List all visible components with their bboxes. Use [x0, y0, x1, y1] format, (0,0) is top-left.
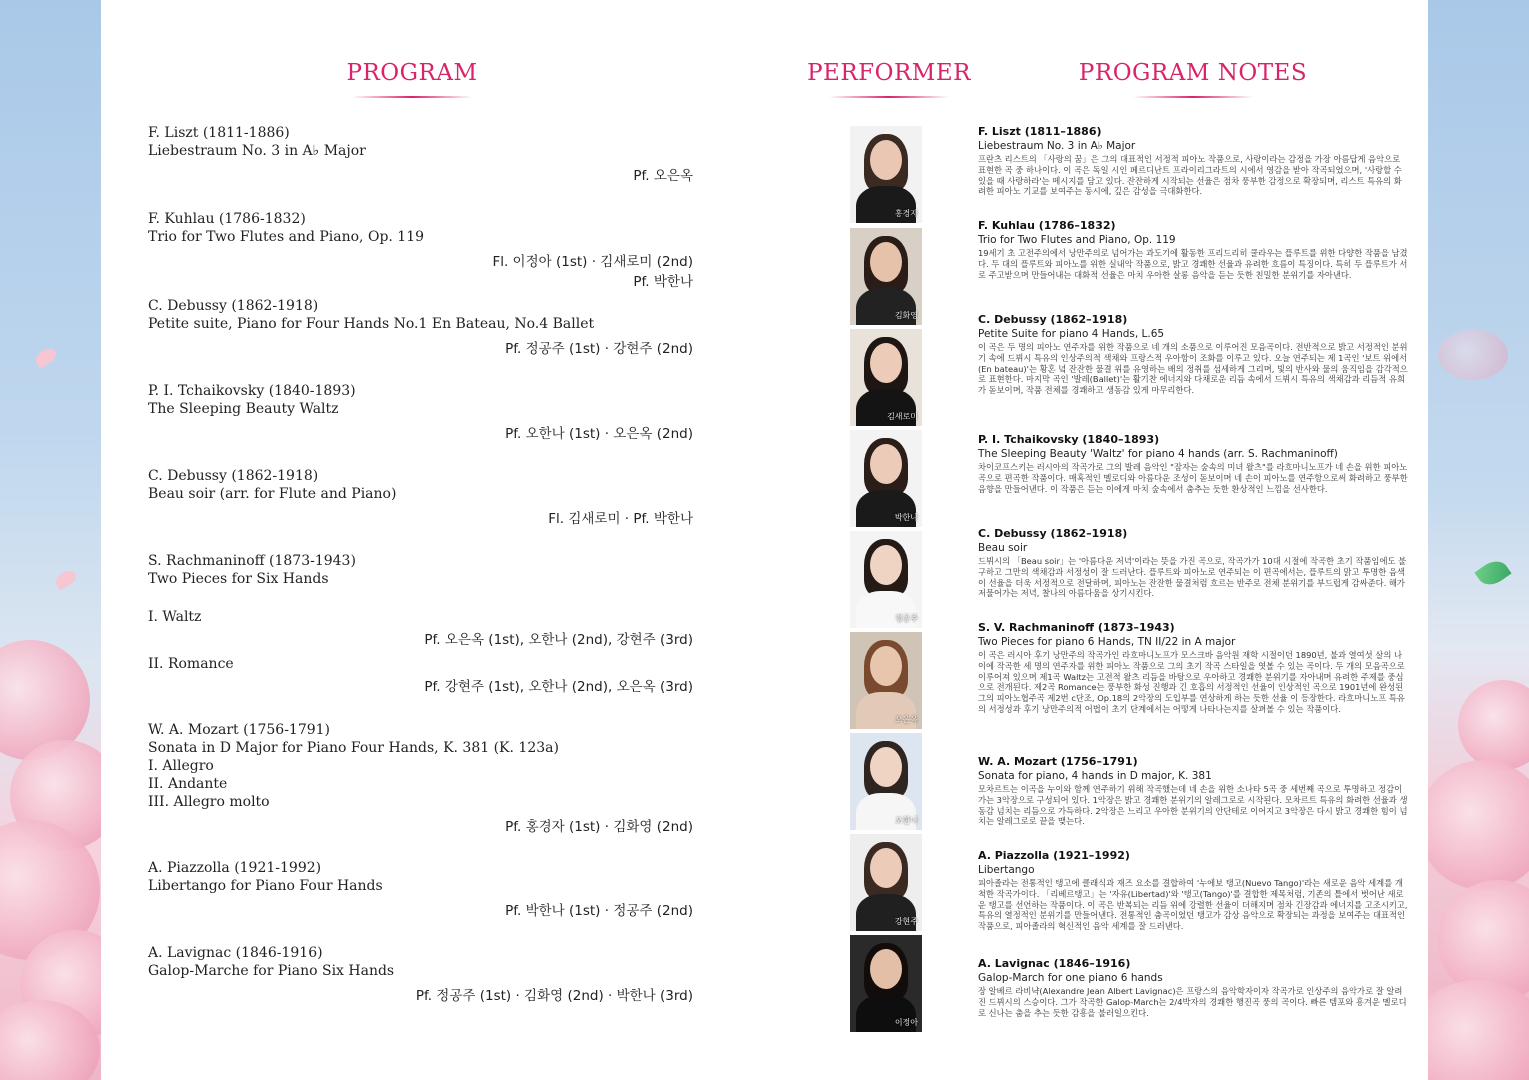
program-composer: A. Lavignac (1846-1916)	[148, 945, 323, 961]
heading-underline	[829, 96, 949, 98]
program-note	[978, 621, 1408, 715]
program-note	[978, 527, 1408, 599]
performer-photo	[850, 632, 922, 729]
note-body: 19세기 초 고전주의에서 낭만주의로 넘어가는 과도기에 활동한 프리드리히 쿨라우는 플루트를 위한 다양한 작품을 남겼다. 두 대의 플루트와 피아노를 위한 실내악 작품으로, 밝고 경쾌한 선율과 유려한 흐름이 특징이다. 특히 두 플루트가 서로 주고받으며 만들어내는 대화적 선율은 마치 우아한 살롱 음악을 듣는 듯한 친밀한 분위기를 자아낸다.	[978, 248, 1408, 280]
program-composer: A. Piazzolla (1921-1992)	[148, 860, 322, 876]
program-item	[148, 210, 693, 292]
note-body: 모차르트는 이곡을 누이와 함께 연주하기 위해 작곡했는데 네 손을 위한 소나타 5곡 중 세번째 곡으로 투명하고 정감이 가는 3악장으로 구성되어 있다. 1악장은 밝고 경쾌한 분위기의 알레그로로 시작된다. 모차르트 특유의 화려한 선율과 생동감 넘치는 리듬으로 가득하다. 2악장은 느리고 우아한 분위기의 안단테로 이어지고 3악장은 다시 밝고 경쾌한 힘이 넘치는 알레그로로 끝을 맺는다.	[978, 784, 1408, 827]
program-performers: Pf. 오한나 (1st) · 오은옥 (2nd)	[505, 426, 693, 442]
program-movement: I. Allegro	[148, 758, 214, 774]
performer-photo	[850, 430, 922, 527]
note-composer: A. Lavignac (1846–1916)	[978, 957, 1131, 970]
petal-decoration	[53, 567, 79, 590]
note-title: Liebestraum No. 3 in A♭ Major	[978, 140, 1136, 152]
program-movement: III. Allegro molto	[148, 794, 270, 810]
performer-photo	[850, 531, 922, 628]
left-decorative-panel	[0, 0, 101, 1080]
program-composer: F. Kuhlau (1786-1832)	[148, 211, 306, 227]
performer-name: 강현주	[894, 917, 918, 926]
performer-name: 정공주	[894, 614, 918, 623]
performer-photo	[850, 733, 922, 830]
program-performers: Pf. 정공주 (1st) · 강현주 (2nd)	[505, 341, 693, 357]
note-composer: S. V. Rachmaninoff (1873–1943)	[978, 621, 1175, 634]
note-composer: A. Piazzolla (1921–1992)	[978, 849, 1130, 862]
note-title: Petite Suite for piano 4 Hands, L.65	[978, 328, 1165, 340]
note-title: Galop-March for one piano 6 hands	[978, 972, 1163, 984]
note-composer: C. Debussy (1862–1918)	[978, 313, 1128, 326]
program-title: Sonata in D Major for Piano Four Hands, K. 381 (K. 123a)	[148, 740, 559, 756]
program-notes-heading: PROGRAM NOTES	[1073, 60, 1313, 98]
program-title: Libertango for Piano Four Hands	[148, 878, 383, 894]
heading-underline	[352, 96, 472, 98]
performer-name: 오은옥	[894, 715, 918, 724]
performer-name: 박한나	[894, 513, 918, 522]
heading-underline	[1133, 96, 1253, 98]
program-composer: F. Liszt (1811-1886)	[148, 125, 290, 141]
program-performers: Pf. 박한나 (1st) · 정공주 (2nd)	[505, 903, 693, 919]
note-body: 피아졸라는 전통적인 탱고에 클래식과 재즈 요소를 결합하여 '누에보 탱고(Nuevo Tango)'라는 새로운 음악 세계를 개척한 작곡가이다. 「리베르탱고」는 '자유(Libertad)'와 '탱고(Tango)'를 결합한 제목처럼, 기존의 틀에서 벗어난 새로운 탱고를 선언하는 작품이다. 이 곡은 반복되는 리듬 위에 강렬한 선율이 더해지며 점차 긴장감과 에너지를 고조시키고, 특유의 열정적인 분위기를 만들어낸다. 전통적인 춤곡이었던 탱고가 감상 음악으로 확장되는 과정을 보여주는 대표적인 작품으로, 피아졸라의 혁신적인 음악 세계를 잘 드러낸다.	[978, 878, 1408, 932]
note-title: The Sleeping Beauty 'Waltz' for piano 4 hands (arr. S. Rachmaninoff)	[978, 448, 1338, 460]
performer-photo	[850, 935, 922, 1032]
blossom-decoration	[1458, 680, 1529, 770]
note-composer: C. Debussy (1862–1918)	[978, 527, 1128, 540]
note-composer: F. Kuhlau (1786–1832)	[978, 219, 1116, 232]
performer-name: 김화영	[894, 311, 918, 320]
program-title: Liebestraum No. 3 in A♭ Major	[148, 143, 366, 159]
program-item	[148, 859, 693, 921]
note-body: 드뷔시의 「Beau soir」는 '아름다운 저녁'이라는 뜻을 가진 곡으로, 작곡가가 10대 시절에 작곡한 초기 작품임에도 불구하고 그만의 색채감과 서정성이 잘 드러난다. 플루트와 피아노로 연주되는 이 편곡에서는, 플루트의 맑고 투명한 음색이 선율을 더욱 서정적으로 전달하며, 피아노는 잔잔한 물결처럼 흐르는 반주로 전체 분위기를 부드럽게 감싸준다. 해가 저물어가는 저녁, 찰나의 아름다움을 상기시킨다.	[978, 556, 1407, 599]
note-composer: F. Liszt (1811–1886)	[978, 125, 1102, 138]
program-composer: S. Rachmaninoff (1873-1943)	[148, 553, 356, 569]
note-composer: P. I. Tchaikovsky (1840–1893)	[978, 433, 1160, 446]
petal-decoration	[1438, 330, 1508, 380]
program-performers: Pf. 정공주 (1st) · 김화영 (2nd) · 박한나 (3rd)	[415, 988, 693, 1004]
program-performers: Pf. 강현주 (1st), 오한나 (2nd), 오은옥 (3rd)	[424, 679, 693, 695]
program-note	[978, 755, 1408, 827]
program-title: The Sleeping Beauty Waltz	[148, 401, 339, 417]
program-item	[148, 467, 693, 529]
program-item	[148, 124, 693, 186]
program-item	[148, 608, 693, 650]
program-item	[148, 655, 693, 697]
note-body: 프란츠 리스트의 「사랑의 꿈」은 그의 대표적인 서정적 피아노 작품으로, 사랑이라는 감정을 가장 아름답게 음악으로 표현한 곡 중 하나이다. 이 곡은 독일 시인 페르디난트 프라이리그라트의 시에서 영감을 받아 작곡되었으며, '사랑할 수 있을 때 사랑하라'는 메시지를 담고 있다. 잔잔하게 시작되는 선율은 점차 풍부한 감정으로 확장되며, 리스트 특유의 화려한 피아노 기교를 보여주는 동시에, 깊은 감성을 극대화한다.	[978, 154, 1402, 197]
program-composer: W. A. Mozart (1756-1791)	[148, 722, 331, 738]
performer-name: 김새로미	[887, 412, 918, 421]
program-performers: Pf. 홍경자 (1st) · 김화영 (2nd)	[505, 819, 693, 835]
program-title: Two Pieces for Six Hands	[148, 571, 329, 587]
performer-name: 홍경자	[894, 209, 918, 218]
note-title: Two Pieces for piano 6 Hands, TN II/22 in A major	[978, 636, 1236, 648]
blossom-decoration	[1428, 980, 1529, 1080]
performer-photo	[850, 329, 922, 426]
program-item	[148, 552, 693, 588]
leaf-decoration	[1474, 555, 1511, 590]
program-title: Petite suite, Piano for Four Hands No.1 En Bateau, No.4 Ballet	[148, 316, 595, 332]
performer-photo	[850, 126, 922, 223]
petal-decoration	[33, 345, 59, 368]
program-movement: II. Romance	[148, 656, 234, 672]
program-note	[978, 957, 1408, 1018]
program-title: Trio for Two Flutes and Piano, Op. 119	[148, 229, 425, 245]
program-note	[978, 125, 1408, 197]
note-body: 이 곡은 러시아 후기 낭만주의 작곡가인 라흐마니노프가 모스크바 음악원 재학 시절이던 1890년, 불과 열여섯 살의 나이에 작곡한 세 명의 연주자를 위한 피아노 작품으로 그의 초기 작곡 스타일을 엿볼 수 있는 곡이다. 두 개의 모음곡으로 이루어져 있으며 제1곡 Waltz는 고전적 왈츠 리듬을 바탕으로 우아하고 경쾌한 분위기를 자아내며 유려한 주제를 중심으로 전개된다. 제2곡 Romance는 풍부한 화성 진행과 긴 호흡의 서정적인 선율이 인상적인 곡으로 1901년에 완성된 그의 피아노협주곡 제2번 c단조, Op.18의 2악장의 도입부를 연상하게 하는 듯한 선율 이 등장한다. 라흐마니노프 특유의 서정성과 후기 낭만주의적 어법이 초기 단계에서는 어떻게 나타나는지를 살펴볼 수 있는 작품이다.	[978, 650, 1405, 714]
note-title: Beau soir	[978, 542, 1028, 554]
program-heading: PROGRAM	[312, 60, 512, 98]
performer-name: 이정아	[894, 1018, 918, 1027]
program-item	[148, 382, 693, 444]
program-movement: II. Andante	[148, 776, 228, 792]
program-item	[148, 721, 693, 837]
program-note	[978, 433, 1408, 494]
note-composer: W. A. Mozart (1756–1791)	[978, 755, 1138, 768]
program-performers: Pf. 박한나	[633, 274, 693, 290]
performer-photo	[850, 834, 922, 931]
performer-name: 오한나	[894, 816, 918, 825]
program-performers: Fl. 김새로미 · Pf. 박한나	[548, 511, 693, 527]
program-title: Galop-Marche for Piano Six Hands	[148, 963, 395, 979]
program-note	[978, 219, 1408, 280]
program-composer: P. I. Tchaikovsky (1840-1893)	[148, 383, 356, 399]
program-note	[978, 313, 1408, 396]
program-performers: Pf. 오은옥	[633, 168, 693, 184]
program-composer: C. Debussy (1862-1918)	[148, 298, 319, 314]
program-performers: Fl. 이정아 (1st) · 김새로미 (2nd)	[492, 254, 693, 270]
program-item	[148, 944, 693, 1006]
right-decorative-panel	[1428, 0, 1529, 1080]
program-movement: I. Waltz	[148, 609, 202, 625]
note-title: Libertango	[978, 864, 1035, 876]
program-performers: Pf. 오은옥 (1st), 오한나 (2nd), 강현주 (3rd)	[424, 632, 693, 648]
program-title: Beau soir (arr. for Flute and Piano)	[148, 486, 397, 502]
note-body: 차이코프스키는 러시아의 작곡가로 그의 발레 음악인 "잠자는 숲속의 미녀 왈츠"를 라흐마니노프가 네 손을 위한 피아노 곡으로 편곡한 작품이다. 매혹적인 멜로디와 아름다운 조성이 돋보이며 네 손이 피아노를 연주함으로써 화려하고 풍부한 음향을 만들어낸다. 이 작품은 듣는 이에게 마치 숲속에서 춤추는 듯한 환상적인 느낌을 선사한다.	[978, 462, 1408, 494]
program-item	[148, 297, 693, 359]
performer-heading: PERFORMER	[789, 60, 989, 98]
program-composer: C. Debussy (1862-1918)	[148, 468, 319, 484]
program-note	[978, 849, 1408, 932]
note-title: Sonata for piano, 4 hands in D major, K. 381	[978, 770, 1212, 782]
blossom-decoration	[1428, 760, 1529, 890]
note-body: 이 곡은 두 명의 피아노 연주자를 위한 작품으로 네 개의 소품으로 이루어진 모음곡이다. 전반적으로 밝고 서정적인 분위기 속에 드뷔시 특유의 인상주의적 색채와 프랑스적 우아함이 조화를 이루고 있다. 오늘 연주되는 제 1곡인 '보트 위에서(En bateau)'는 황혼 녘 잔잔한 물결 위를 유영하는 배의 정취를 섬세하게 그리며, 빛의 반사와 물의 움직임을 감각적으로 표현한다. 마지막 곡인 '발레(Ballet)'는 활기찬 에너지와 다채로운 리듬 속에서 드뷔시 특유의 색채감과 리듬적 유희가 돋보이며, 작품 전체를 경쾌하고 생동감 있게 마무리한다.	[978, 342, 1408, 396]
note-body: 장 알베르 라비냑(Alexandre Jean Albert Lavignac)은 프랑스의 음악학자이자 작곡가로 인상주의 음악가로 잘 알려진 드뷔시의 스승이다. 그가 작곡한 Galop-March는 2/4박자의 경쾌한 행진곡 풍의 곡이다. 빠른 템포와 흥겨운 멜로디로 신나는 춤을 추는 듯한 감흥을 불러일으킨다.	[978, 986, 1407, 1018]
note-title: Trio for Two Flutes and Piano, Op. 119	[978, 234, 1176, 246]
performer-photo	[850, 228, 922, 325]
